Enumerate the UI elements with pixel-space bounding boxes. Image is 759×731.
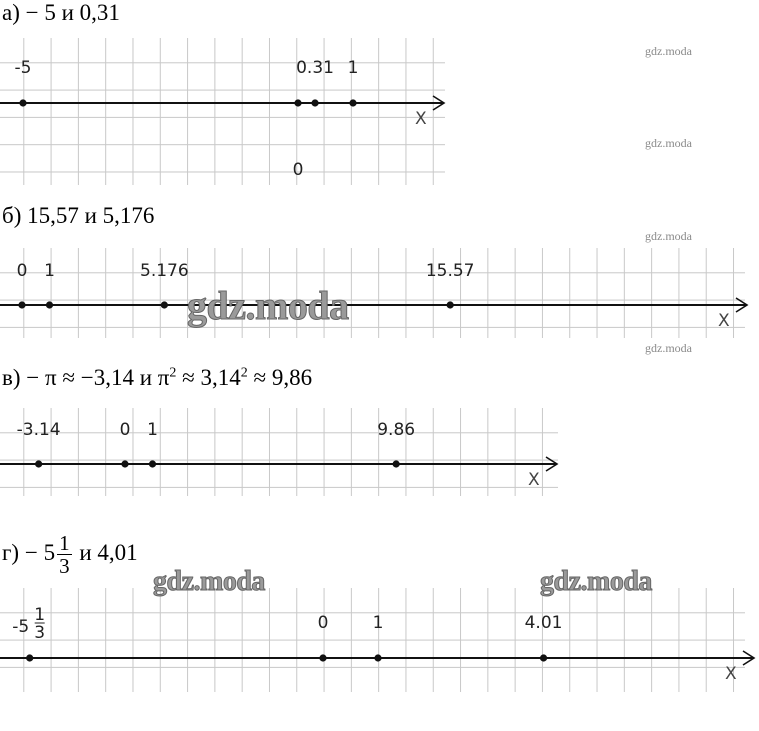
point-label: -5 (12, 617, 30, 637)
point-label: 1 (44, 261, 55, 281)
point-label: -3.14 (16, 420, 61, 440)
point-label: 1 (347, 58, 359, 78)
watermark-big-2: gdz.moda (153, 566, 265, 597)
point-marker (374, 654, 381, 661)
axis-name-label: X (528, 470, 540, 490)
part-c-heading-mid: ≈ 3,14 (176, 365, 241, 390)
part-d-heading-suffix: и 4,01 (73, 539, 138, 565)
part-b-heading: б) 15,57 и 5,176 (2, 203, 155, 228)
part-c-heading-prefix: в) − π ≈ −3,14 и π (2, 365, 170, 390)
part-d-heading-prefix: г) − 5 (2, 539, 56, 565)
watermark-4: gdz.moda (645, 341, 692, 355)
part-d-heading-frac-num: 1 (59, 531, 70, 555)
point-label: 0 (292, 160, 304, 180)
point-label: 1 (372, 613, 384, 633)
part-d-heading-frac-den: 3 (59, 554, 70, 578)
point-label: -5 (14, 58, 32, 78)
point-label: 1 (147, 420, 158, 440)
point-label: 4.01 (524, 613, 563, 633)
point-label-frac-num: 1 (34, 605, 46, 625)
point-label: 0 (16, 261, 28, 281)
point-label: 15.57 (425, 261, 475, 281)
watermark-1: gdz.moda (645, 44, 692, 58)
watermark-big-1: gdz.moda (187, 283, 349, 328)
point-marker (319, 654, 326, 661)
point-label: 5.176 (140, 261, 189, 281)
point-label: 0 (119, 420, 131, 440)
part-c-heading-sup2: 2 (240, 365, 248, 381)
part-c-heading-sup1: 2 (169, 365, 177, 381)
point-marker (26, 654, 33, 661)
point-label-mixed-fraction (12, 605, 45, 643)
axis-name-label: X (415, 109, 427, 129)
point-label: 0.31 (296, 58, 334, 78)
part-a-heading: а) − 5 и 0,31 (2, 0, 120, 25)
watermark-big-3: gdz.moda (540, 566, 652, 597)
point-label-frac-den: 3 (34, 623, 46, 643)
axis-name-label: X (725, 664, 737, 684)
point-label: 9.86 (377, 420, 416, 440)
watermark-3: gdz.moda (645, 229, 692, 243)
point-label: 0 (317, 613, 329, 633)
axis-name-label: X (718, 311, 730, 331)
part-c-heading-suffix: ≈ 9,86 (247, 365, 313, 390)
point-marker (540, 654, 547, 661)
watermark-2: gdz.moda (645, 136, 692, 150)
